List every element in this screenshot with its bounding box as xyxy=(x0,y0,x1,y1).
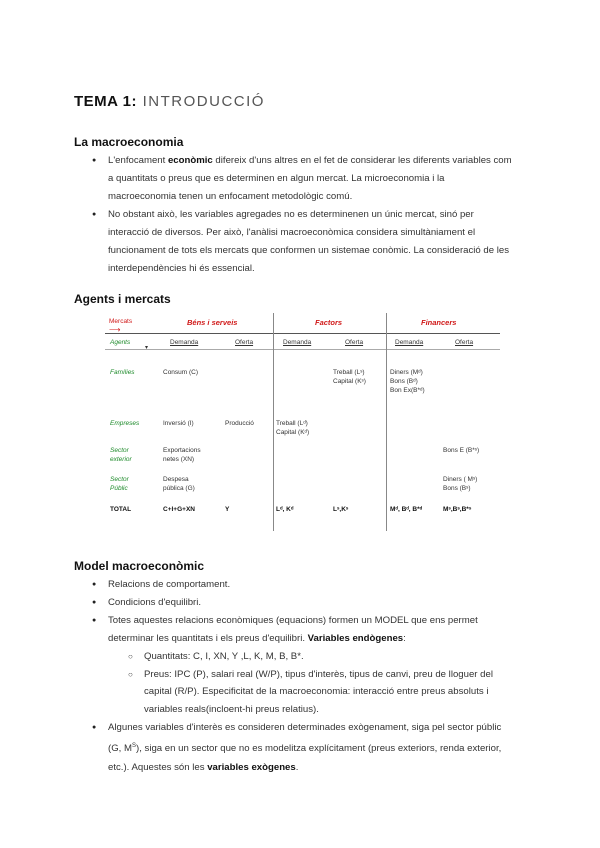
heading-model: Model macroeconòmic xyxy=(74,559,205,573)
list-item: ● No obstant això, les variables agregades no es determinenen un únic mercat, sinó per interacció de diversos. Per això, l'anàlisi macroeconòmica considera simultàniament el funcionament de tots els mercats que conformen un sistemae conòmic. La consideració de les interdependències hi és essencial. xyxy=(74,206,514,278)
title-light: INTRODUCCIÓ xyxy=(136,93,265,110)
row-label: Famílies xyxy=(110,369,135,376)
table-cell: Mˢ,Bˢ,B*ˢ xyxy=(443,506,472,513)
row-label: Sector Públic xyxy=(110,476,129,492)
table-cell: Y xyxy=(225,506,230,513)
list-item: ● Condicions d'equilibri. xyxy=(74,594,514,612)
sub-header: Oferta xyxy=(235,339,254,346)
list-item: ○ Quantitats: C, I, XN, Y ,L, K, M, B, B*. xyxy=(108,648,514,666)
page-title xyxy=(74,93,265,110)
group-financers: Financers xyxy=(421,318,457,327)
table-cell: Exportacions netes (XN) xyxy=(163,447,201,463)
table-cell: Treball (Lˢ) Capital (Kˢ) xyxy=(333,369,366,385)
sublist xyxy=(108,648,514,718)
heading-macroeconomia: La macroeconomia xyxy=(74,135,184,149)
macro-list xyxy=(74,152,514,278)
table-cell: Inversió (I) xyxy=(163,420,194,427)
sub-header: Oferta xyxy=(345,339,364,346)
sub-header: Demanda xyxy=(283,339,312,346)
table-cell: Producció xyxy=(225,420,254,427)
table-cell: C+I+G+XN xyxy=(163,506,195,513)
list-item: ● Algunes variables d'interès es consideren determinades exògenament, siga pel sector públic (G, $M^S$), siga en un sector que no es modelitza explícitament (preus exteriors, renda exterior, etc.). Aquestes són les variables exògenes. xyxy=(74,718,514,777)
table-cell: Despesa pública (G) xyxy=(163,476,195,492)
table-cell: Lᵈ, Kᵈ xyxy=(276,506,294,513)
title-bold: TEMA 1: xyxy=(74,93,137,110)
table-cell: Diners (Mᵈ) Bons (Bᵈ) Bon Ex(B*ᵈ) xyxy=(390,369,425,394)
arrow-right-icon: ⟶ xyxy=(109,325,121,334)
list-item: ○ Preus: IPC (P), salari real (W/P), tipus d'interès, tipus de canvi, preu de lloguer del capital (R/P). Especificitat de la macroeconomia: interacció entre preus absoluts i variables reals(incloent-hi preus relatius). xyxy=(108,666,514,719)
group-bens: Béns i serveis xyxy=(187,318,238,327)
list-item: ● L'enfocament econòmic difereix d'uns altres en el fet de considerar les diferents variables com a quantitats o preus que es determinen en algun mercat. La microeconomia i la macroeconomia tenen un enfocament metodològic comú. xyxy=(74,152,514,206)
row-label: TOTAL xyxy=(110,506,132,513)
agents-markets-table xyxy=(105,313,500,531)
model-list xyxy=(74,576,514,777)
list-item: ● Relacions de comportament. xyxy=(74,576,514,594)
mercats-label: Mercats xyxy=(109,318,133,325)
row-label: Empreses xyxy=(110,420,140,427)
group-factors: Factors xyxy=(315,318,343,327)
sub-header: Oferta xyxy=(455,339,474,346)
table-cell: Diners ( Mˢ) Bons (Bˢ) xyxy=(443,476,478,492)
agents-label: Agents xyxy=(110,339,131,346)
list-item: ● Totes aquestes relacions econòmiques (equacions) formen un MODEL que ens permet determinar les quantitats i els preus d'equilibri. Variables endògenes: ○ Quantitats: C, I, XN, Y ,L, K, M, B, B*. ○ Preus: IPC (P), salari real (W/P), tipus d'interès, tipus de canvi, preu de lloguer del capital (R/P). Especificitat de la macroeconomia: interacció entre preus absoluts i variables reals(incloent-hi preus relatius). xyxy=(74,612,514,718)
sub-header: Demanda xyxy=(170,339,199,346)
table-cell: Mᵈ, Bᵈ, B*ᵈ xyxy=(390,506,423,513)
table-cell: Bons E (B*ˢ) xyxy=(443,447,480,454)
table-cell: Treball (Lᵈ) Capital (Kᵈ) xyxy=(276,420,310,436)
heading-agents-mercats: Agents i mercats xyxy=(74,292,171,306)
table-cell: Consum (C) xyxy=(163,369,199,376)
row-label: Sector exterior xyxy=(110,447,132,463)
sub-header: Demanda xyxy=(395,339,424,346)
table-cell: Lˢ,Kˢ xyxy=(333,506,349,513)
chevron-down-icon: ▾ xyxy=(145,345,149,351)
